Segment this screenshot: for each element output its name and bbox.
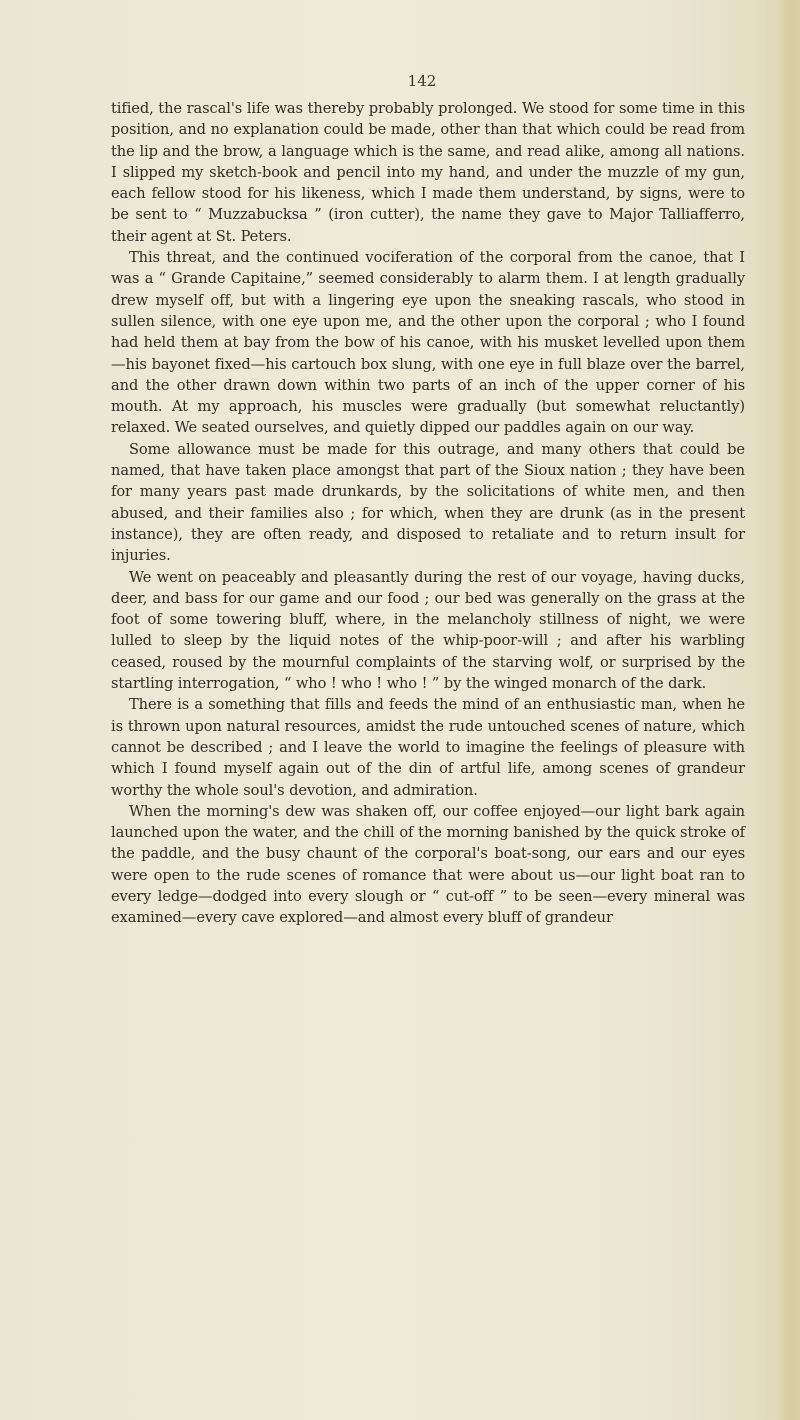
paragraph-3: Some allowance must be made for this outrage, and many others that could be named, that have taken place amongst that part of the Sioux nation ; they have been for many years past made drunkards, by the solicitations of white men, and then abused, and their families also ; for which, when they are drunk (as in the present instance), they are often ready, and disposed to retaliate and to return insult for injuries. bbox=[111, 440, 745, 565]
paragraph-1: tified, the rascal's life was thereby probably prolonged. We stood for some time in this position, and no explanation could be made, other than that which could be read from the lip and the brow, a language which is the same, and read alike, among all nations. I slipped my sketch-book and pencil into my hand, and under the muzzle of my gun, each fellow stood for his likeness, which I made them understand, by signs, were to be sent to “ Muzzabucksa ” (iron cutter), the name they gave to Major Talliafferro, their agent at St. Peters. bbox=[111, 100, 745, 245]
paragraph-2: This threat, and the continued vociferation of the corporal from the canoe, that I was a “ Grande Capitaine,” seemed considerably to alarm them. I at length gradually drew myself off, but with a lingering eye upon the sneaking rascals, who stood in sullen silence, with one eye upon me, and the other upon the corporal ; who I found had held them at bay from the bow of his canoe, with his musket levelled upon them—his bayonet fixed—his cartouch box slung, with one eye in full blaze over the barrel, and the other drawn down within two parts of an inch of the upper corner of his mouth. At my approach, his muscles were gradually (but somewhat reluctantly) relaxed. We seated ourselves, and quietly dipped our paddles again on our way. bbox=[111, 249, 745, 437]
paragraph-5: There is a something that fills and feeds the mind of an enthusiastic man, when he is thrown upon natural resources, amidst the rude untouched scenes of nature, which cannot be described ; and I leave the world to imagine the feelings of pleasure with which I found myself again out of the din of artful life, among scenes of grandeur worthy the whole soul's devotion, and admiration. bbox=[111, 696, 745, 799]
paragraph-4: We went on peaceably and pleasantly during the rest of our voyage, having ducks, deer, and bass for our game and our food ; our bed was generally on the grass at the foot of some towering bluff, where, in the melancholy stillness of night, we were lulled to sleep by the liquid notes of the whip-poor-will ; and after his warbling ceased, roused by the mournful complaints of the starving wolf, or surprised by the startling interrogation, “ who ! who ! who ! ” by the winged monarch of the dark. bbox=[111, 568, 745, 693]
body-text bbox=[111, 98, 745, 929]
page-edge-shading bbox=[778, 0, 800, 1420]
page-number: 142 bbox=[407, 72, 437, 90]
paragraph-6: When the morning's dew was shaken off, our coffee enjoyed—our light bark again launched upon the water, and the chill of the morning banished by the quick stroke of the paddle, and the busy chaunt of the corporal's boat-song, our ears and our eyes were open to the rude scenes of romance that were about us—our light boat ran to every ledge—dodged into every slough or “ cut-off ” to be seen—every mineral was examined—every cave explored—and almost every bluff of grandeur bbox=[111, 802, 745, 927]
